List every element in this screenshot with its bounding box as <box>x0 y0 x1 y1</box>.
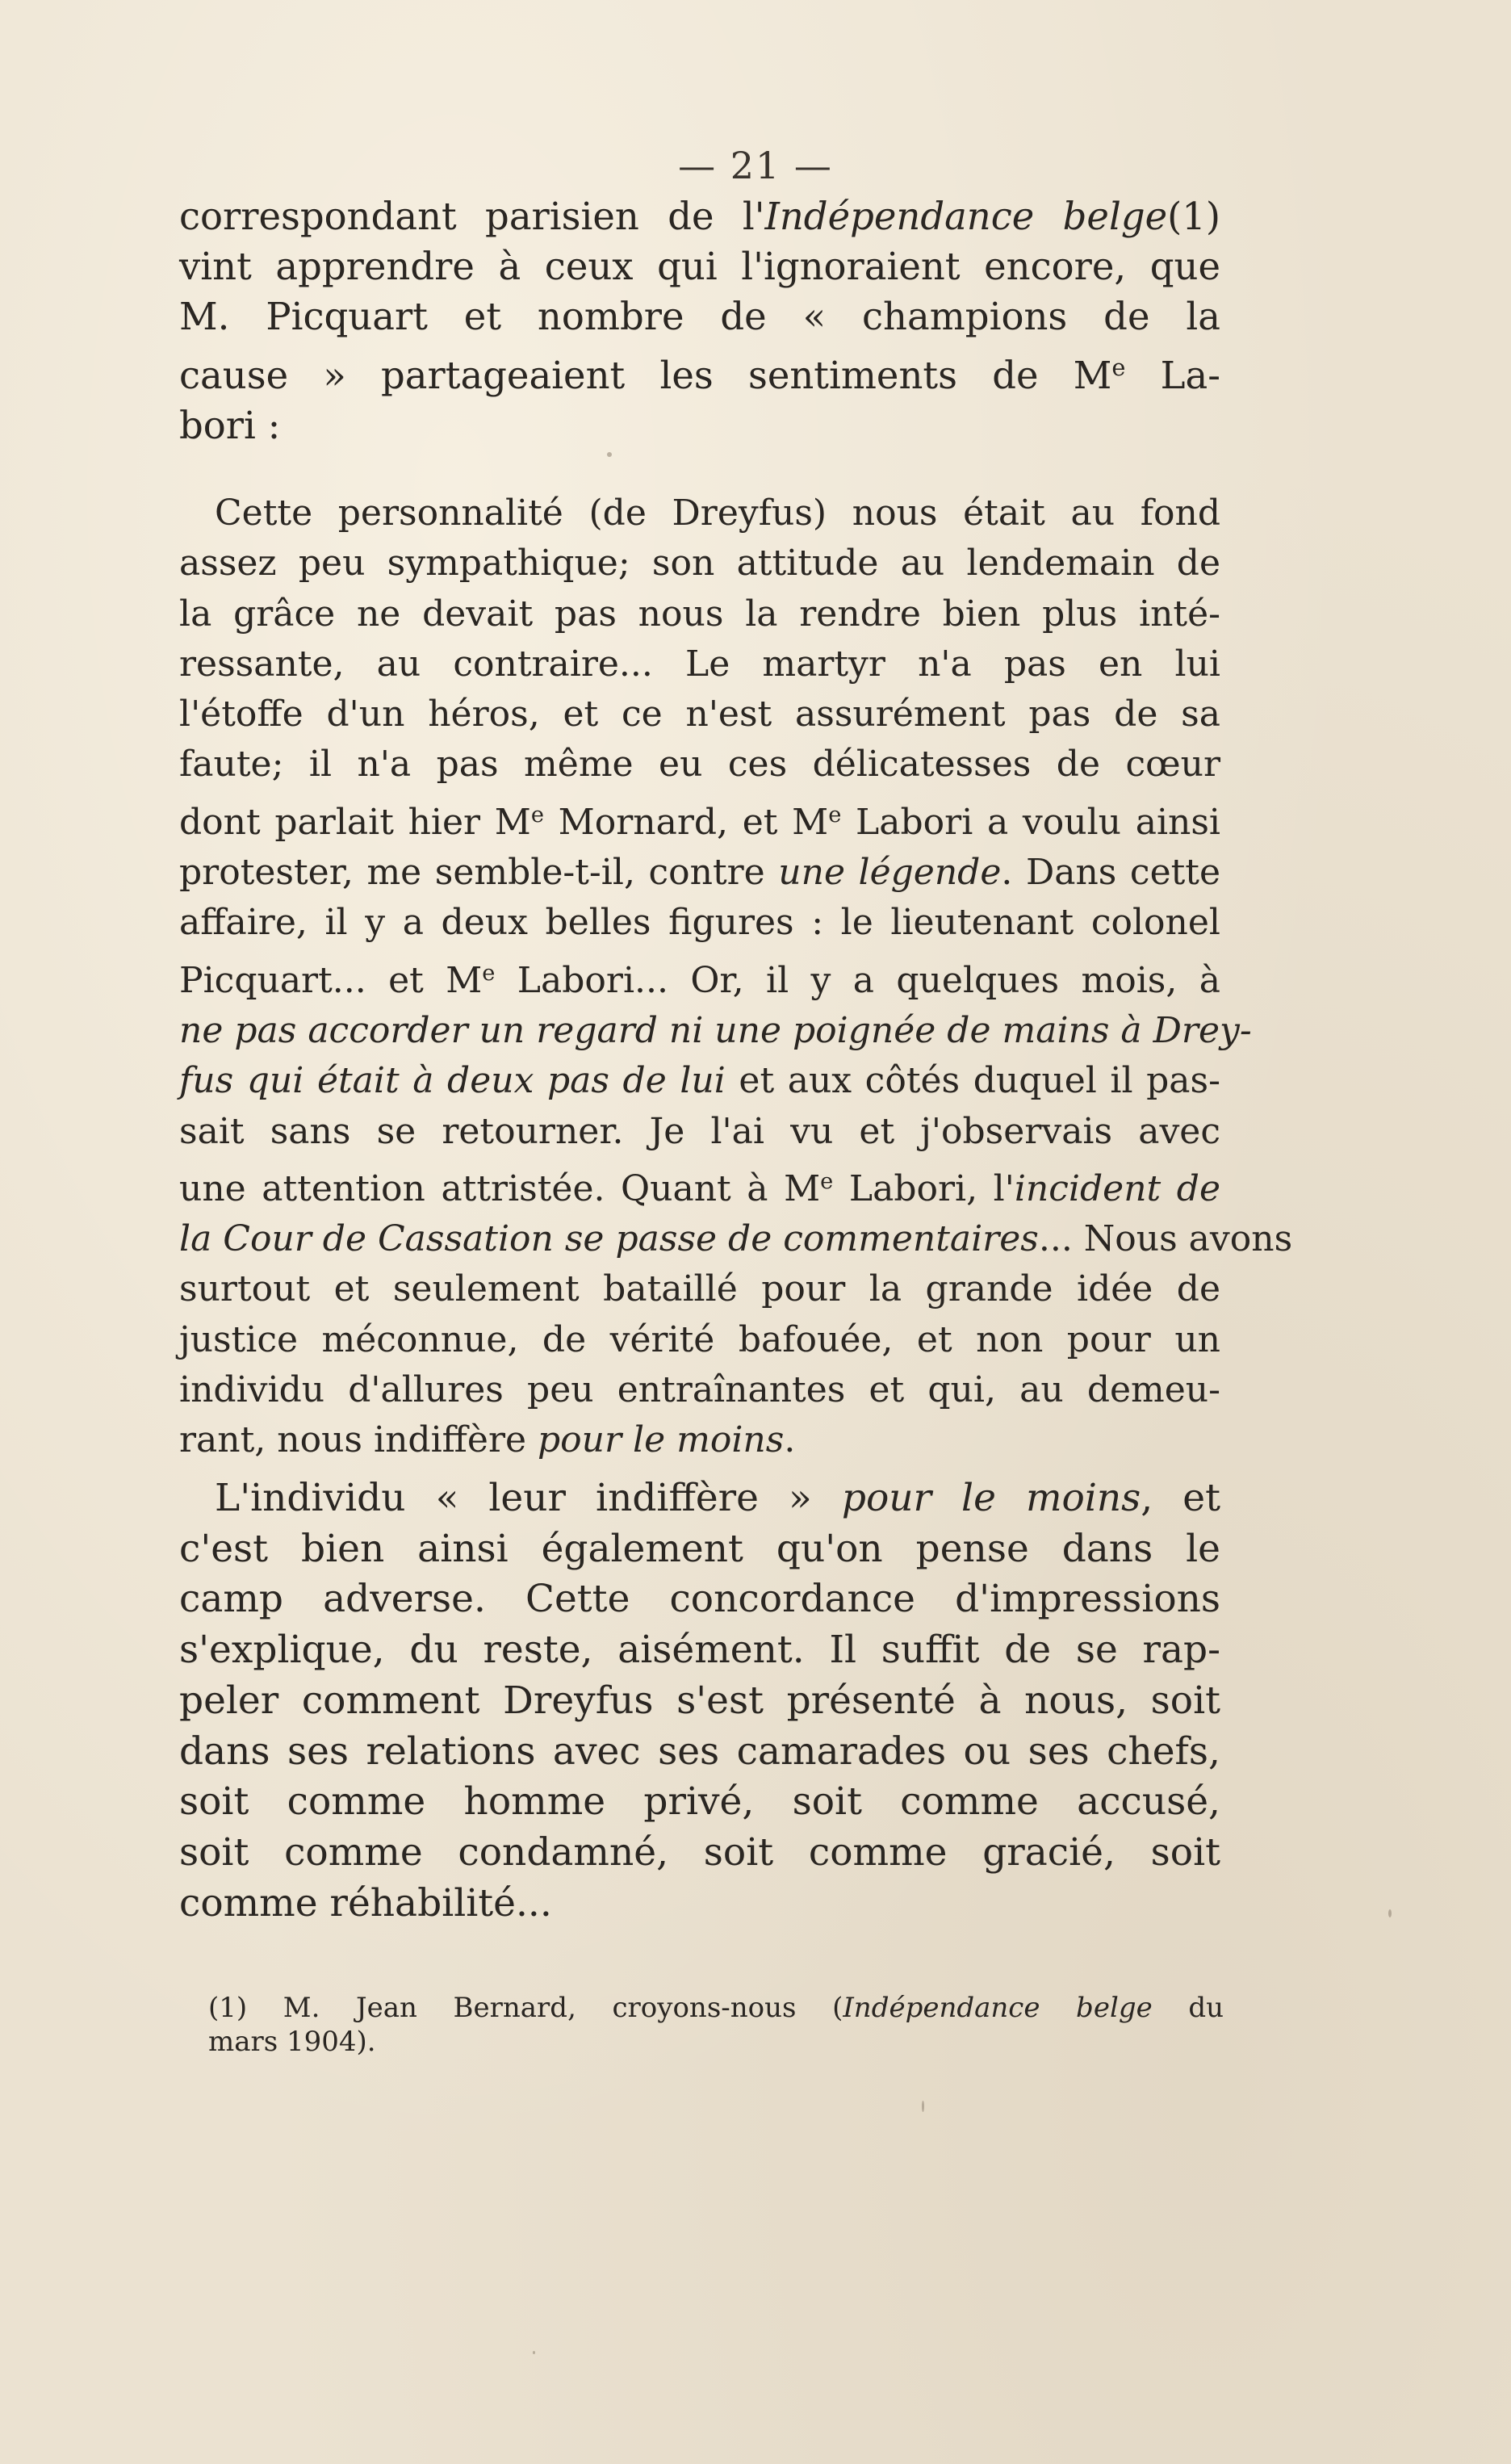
paragraph-1 <box>179 191 1220 450</box>
text-line: affaire, il y a deux belles figures : le lieutenant colonel <box>179 902 1220 944</box>
text-line: la Cour de Cassation se passe de commentaires... Nous avons <box>179 1218 1293 1260</box>
text-line: camp adverse. Cette concordance d'impressions <box>179 1577 1220 1622</box>
footnote-ref: (1) <box>1167 195 1220 238</box>
text-line: vint apprendre à ceux qui l'ignoraient encore, que <box>179 245 1220 289</box>
paper-speck <box>922 2101 924 2112</box>
text-line: rant, nous indiffère pour le moins. <box>179 1419 796 1461</box>
paper-speck <box>533 2351 535 2354</box>
text-line: surtout et seulement bataillé pour la grande idée de <box>179 1268 1220 1310</box>
text-line: la grâce ne devait pas nous la rendre bien plus inté- <box>179 593 1220 635</box>
text-line: c'est bien ainsi également qu'on pense dans le <box>179 1526 1220 1571</box>
text-line: correspondant parisien de l'Indépendance belge(1) <box>179 195 1220 238</box>
text-line: ressante, au contraire... Le martyr n'a pas en lui <box>179 643 1220 685</box>
text-line: Cette personnalité (de Dreyfus) nous était au fond <box>215 492 1220 534</box>
text-line: s'explique, du reste, aisément. Il suffit de se rap- <box>179 1628 1220 1673</box>
text-line: comme réhabilité... <box>179 1880 552 1926</box>
text-line: peler comment Dreyfus s'est présenté à nous, soit <box>179 1678 1220 1723</box>
text-line: ne pas accorder un regard ni une poignée de mains à Drey- <box>179 1009 1252 1051</box>
page-number: — 21 — <box>678 144 833 187</box>
text-line: dont parlait hier Me Mornard, et Me Labori a voulu ainsi <box>179 801 1220 843</box>
text-line: une attention attristée. Quant à Me Labori, l'incident de <box>179 1167 1220 1209</box>
footnote-line: (1) M. Jean Bernard, croyons-nous (Indépendance belge du <box>208 1992 1224 2024</box>
text-line: justice méconnue, de vérité bafouée, et non pour un <box>179 1318 1220 1360</box>
paper-speck <box>607 452 612 457</box>
text-line: L'individu « leur indiffère » pour le moins, et <box>215 1476 1220 1520</box>
text-line: fus qui était à deux pas de lui et aux côtés duquel il pas- <box>179 1060 1220 1102</box>
text-line: dans ses relations avec ses camarades ou ses chefs, <box>179 1729 1220 1774</box>
paper-speck <box>1388 1909 1392 1917</box>
text-line: assez peu sympathique; son attitude au lendemain de <box>179 543 1220 585</box>
text-line: M. Picquart et nombre de « champions de la <box>179 295 1220 339</box>
paragraph-3 <box>179 1473 1220 1929</box>
paragraph-2-quotation <box>179 488 1293 1466</box>
text-line: cause » partageaient les sentiments de Me La- <box>179 353 1220 397</box>
text-line: Picquart... et Me Labori... Or, il y a quelques mois, à <box>179 959 1220 1001</box>
text-line: l'étoffe d'un héros, et ce n'est assurément pas de sa <box>179 694 1220 735</box>
italic-title: Indépendance belge <box>764 195 1168 238</box>
footnote-line: mars 1904). <box>208 2026 376 2058</box>
text-line: soit comme homme privé, soit comme accusé, <box>179 1779 1220 1825</box>
text-line: bori : <box>179 403 281 447</box>
text-line: protester, me semble-t-il, contre une légende. Dans cette <box>179 852 1221 894</box>
text-line: faute; il n'a pas même eu ces délicatesses de cœur <box>179 744 1220 786</box>
text-line: individu d'allures peu entraînantes et qui, au demeu- <box>179 1369 1220 1411</box>
text-line: sait sans se retourner. Je l'ai vu et j'observais avec <box>179 1110 1220 1152</box>
footnote <box>208 1991 1224 2059</box>
text-line: soit comme condamné, soit comme gracié, soit <box>179 1829 1220 1875</box>
